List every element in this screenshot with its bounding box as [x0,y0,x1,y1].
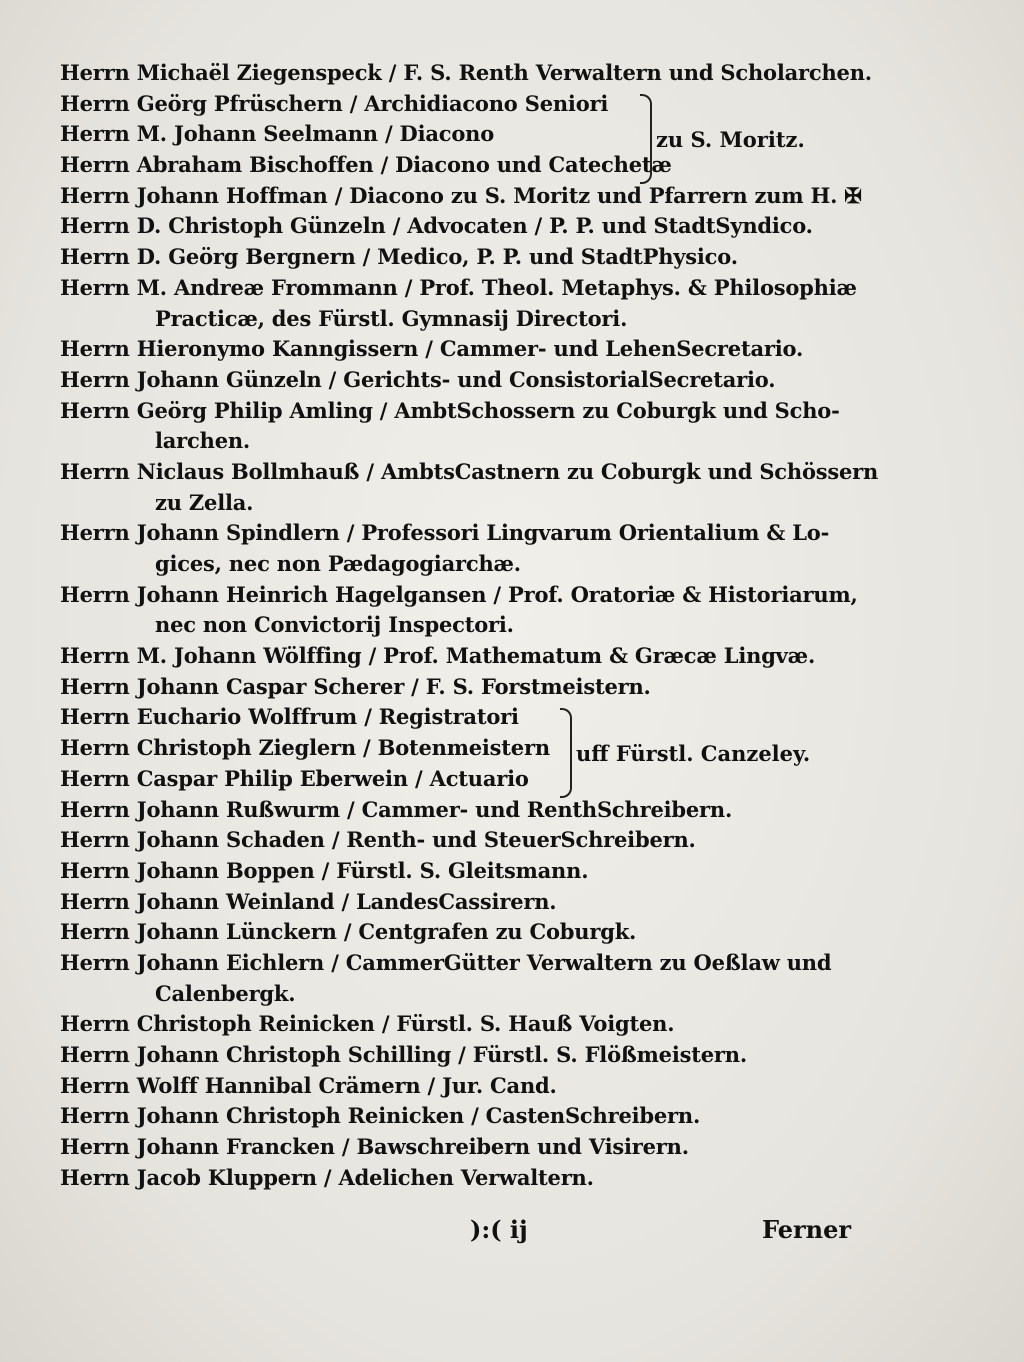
signature-mark: ):( ij [470,1215,528,1244]
entry-line: Herrn Geörg Pfrüschern / Archidiacono Seniori [60,90,609,116]
entry-continuation: larchen. [155,428,251,454]
entry-line: Herrn Johann Christoph Schilling / Fürstl. S. Flößmeistern. [60,1042,747,1067]
entry-line: Herrn M. Andreæ Frommann / Prof. Theol. Metaphys. & Philosophiæ [60,274,857,300]
entry-line: Herrn Christoph Reinicken / Fürstl. S. Hauß Voigten. [60,1011,675,1037]
curly-brace-mark [560,708,572,798]
entry-line: Herrn Caspar Philip Eberwein / Actuario [60,765,529,791]
entry-continuation: Practicæ, des Fürstl. Gymnasij Directori. [155,305,628,331]
entry-line: Herrn Johann Christoph Reinicken / CastenSchreibern. [60,1103,701,1129]
entry-line: Herrn M. Johann Seelmann / Diacono [60,121,495,147]
brace-canzley [560,708,810,798]
entry-line: Herrn Hieronymo Kanngissern / Cammer- und LehenSecretario. [60,336,804,362]
catchword: Ferner [762,1215,852,1244]
entry-line: Herrn Niclaus Bollmhauß / AmbtsCastnern zu Coburgk und Schössern [60,458,879,484]
entry-line: Herrn Johann Günzeln / Gerichts- und ConsistorialSecretario. [60,366,776,392]
entry-continuation: Calenbergk. [155,980,296,1006]
entry-line: Herrn Johann Hoffman / Diacono zu S. Moritz und Pfarrern zum H. ✠ [60,182,862,208]
brace-canzley-label: uff Fürstl. Canzeley. [576,740,811,766]
entry-continuation: gices, nec non Pædagogiarchæ. [155,551,521,576]
entry-line: Herrn Wolff Hannibal Crämern / Jur. Cand. [60,1072,557,1098]
entry-line: Herrn Johann Lünckern / Centgrafen zu Coburgk. [60,919,637,945]
curly-brace-mark [640,94,652,184]
entry-line: Herrn Christoph Zieglern / Botenmeistern [60,735,550,761]
entry-line: Herrn Johann Heinrich Hagelgansen / Prof. Oratoriæ & Historiarum, [60,581,858,607]
entry-line: Herrn Johann Schaden / Renth- und SteuerSchreibern. [60,827,696,853]
entry-line: Herrn Abraham Bischoffen / Diacono und Catechetæ [60,152,672,178]
entry-line: Herrn Johann Eichlern / CammerGütter Verwaltern zu Oeßlaw und [60,949,832,975]
entry-continuation: nec non Convictorij Inspectori. [155,612,514,638]
entries-list [60,58,879,1193]
entry-line: Herrn Johann Francken / Bawschreibern und Visirern. [60,1134,689,1160]
entry-continuation: zu Zella. [155,489,254,515]
entry-line: Herrn D. Geörg Bergnern / Medico, P. P. und StadtPhysico. [60,244,738,270]
entry-line: Herrn Johann Spindlern / Professori Lingvarum Orientalium & Lo- [60,520,830,546]
entry-line: Herrn Johann Rußwurm / Cammer- und RenthSchreibern. [60,796,733,822]
entry-line: Herrn Michaël Ziegenspeck / F. S. Renth Verwaltern und Scholarchen. [60,60,872,85]
brace-moritz [640,94,805,184]
entry-line: Herrn Euchario Wolffrum / Registratori [60,704,519,730]
brace-moritz-label: zu S. Moritz. [656,126,805,152]
entry-line: Herrn M. Johann Wölffing / Prof. Mathematum & Græcæ Lingvæ. [60,643,816,669]
entry-line: Herrn Geörg Philip Amling / AmbtSchossern zu Coburgk und Scho- [60,397,840,423]
entry-line: Herrn Jacob Kluppern / Adelichen Verwaltern. [60,1164,594,1190]
entry-line: Herrn Johann Weinland / LandesCassirern. [60,888,557,914]
entry-line: Herrn Johann Caspar Scherer / F. S. Forstmeistern. [60,673,651,699]
entry-line: Herrn Johann Boppen / Fürstl. S. Gleitsmann. [60,857,589,883]
entry-line: Herrn D. Christoph Günzeln / Advocaten / P. P. und StadtSyndico. [60,213,813,239]
